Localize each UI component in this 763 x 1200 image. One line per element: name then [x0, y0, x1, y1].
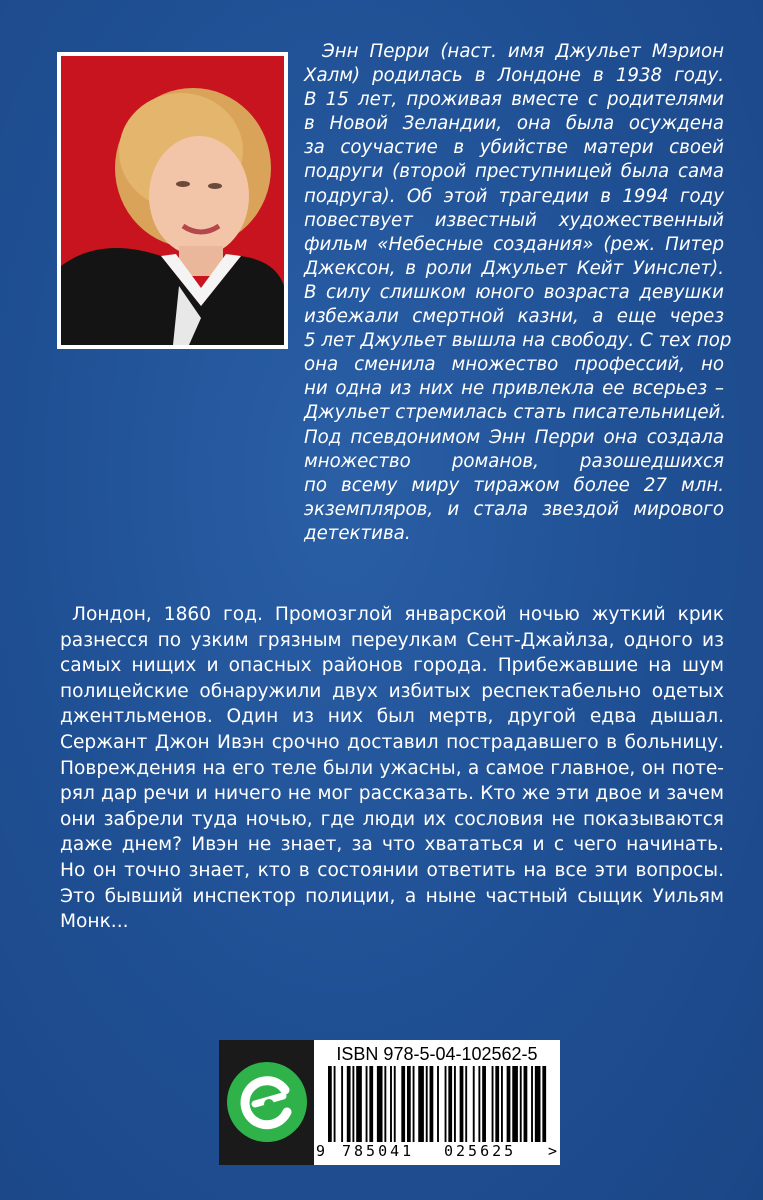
barcode-bar: [413, 1066, 415, 1142]
bio-line: по всему миру тиражом более 27 млн.: [304, 474, 724, 496]
bio-line: избежали смертной казни, а еще через: [304, 306, 724, 328]
barcode-bar: [460, 1066, 464, 1142]
barcode-bar: [401, 1066, 405, 1142]
barcode-bar: [535, 1066, 541, 1142]
barcode-bar: [492, 1066, 494, 1142]
synopsis-line: Лондон, 1860 год. Промозглой январской ночью жуткий крик: [72, 604, 724, 625]
synopsis-line: джентльменов. Один из них был мертв, другой едва дышал.: [60, 706, 724, 728]
barcode-bar: [356, 1066, 362, 1142]
barcode-bar: [531, 1066, 533, 1142]
bio-line: 5 лет Джульет вышла на свободу. С тех пор: [304, 330, 732, 352]
bio-line: фильм «Небесные создания» (реж. Питер: [304, 233, 724, 255]
barcode-bar: [426, 1066, 428, 1142]
barcode-bar: [352, 1066, 354, 1142]
barcode-quiet-mark: >: [548, 1142, 558, 1160]
publisher-logo-box: [219, 1040, 314, 1165]
barcode-bar: [473, 1066, 475, 1142]
barcode-bar: [366, 1066, 368, 1142]
bio-line: подруга). Об этой трагедии в 1994 году: [304, 185, 724, 207]
bio-line: ни одна из них не привлекла ее всерьез –: [304, 378, 724, 400]
bio-line: Халм) родилась в Лондоне в 1938 году.: [304, 65, 724, 87]
barcode-bar: [495, 1066, 499, 1142]
barcode-digit-left-group: 785041: [342, 1142, 415, 1160]
author-photo-frame: [57, 52, 288, 349]
barcode-bar: [390, 1066, 392, 1142]
synopsis-line: рял дар речи и ничего не мог рассказать. Кто же эти двое и зачем: [60, 783, 724, 805]
barcode-bar: [394, 1066, 396, 1142]
author-bio: [304, 40, 732, 546]
barcode-bar: [448, 1066, 452, 1142]
barcode-digit-lead: 9: [316, 1142, 326, 1160]
synopsis-line: Сержант Джон Ивэн срочно доставил пострадавшего в больницу.: [60, 731, 724, 753]
barcode-digit-right-group: 025625: [444, 1142, 517, 1160]
bio-line: повествует известный художественный: [304, 209, 724, 231]
barcode-bar: [445, 1066, 447, 1142]
bio-line: она сменила множество профессий, но: [304, 354, 724, 376]
bio-line: В силу слишком юного возраста девушки: [304, 281, 724, 303]
synopsis-line: Это бывший инспектор полиции, а ныне частный сыщик Уильям: [60, 885, 724, 907]
synopsis-line: даже днем? Ивэн не знает, за что хвататься и с чего начинать.: [60, 834, 724, 856]
synopsis-line: Но он точно знает, кто в состоянии ответить на все эти вопросы.: [60, 859, 724, 881]
barcode-bar: [524, 1066, 528, 1142]
synopsis-line: разнесся по узким грязным переулкам Сент-Джайлза, одного из: [60, 629, 724, 651]
synopsis-line: самых нищих и опасных районов города. Прибежавшие на шум: [60, 655, 724, 677]
barcode-bar: [465, 1066, 467, 1142]
barcode-bar: [520, 1066, 522, 1142]
bio-line: Энн Перри (наст. имя Джульет Мэрион: [322, 41, 724, 62]
bio-line: за соучастие в убийстве матери своей: [304, 137, 724, 159]
bio-line: Джексон, в роли Джульет Кейт Уинслет).: [304, 257, 724, 279]
synopsis-line: они забрели туда ночью, где люди их сословия не показываются: [60, 808, 724, 830]
synopsis-line: полицейские обнаружили двух избитых респектабельно одетых: [60, 680, 724, 702]
bio-line: детектива.: [304, 522, 411, 544]
barcode-bar: [542, 1066, 546, 1142]
barcode-bar: [437, 1066, 439, 1142]
bio-line: в Новой Зеландии, она была осуждена: [304, 113, 724, 135]
barcode-bars: [328, 1066, 548, 1142]
author-photo: [61, 56, 284, 345]
barcode-bar: [454, 1066, 456, 1142]
barcode-bar: [328, 1066, 332, 1142]
bio-line: экземпляров, и стала звездой мирового: [304, 498, 724, 520]
isbn-label: ISBN 978-5-04-102562-5: [336, 1044, 538, 1064]
barcode-bar: [341, 1066, 343, 1142]
barcode-bar: [347, 1066, 351, 1142]
barcode-bar: [334, 1066, 336, 1142]
barcode-bar: [369, 1066, 373, 1142]
bio-line: Джульет стремилась стать писательницей.: [304, 402, 727, 424]
barcode-bar: [501, 1066, 503, 1142]
barcode-bar: [507, 1066, 511, 1142]
bio-line: В 15 лет, проживая вместе с родителями: [304, 89, 724, 111]
barcode-bar: [384, 1066, 386, 1142]
synopsis-line: Монк...: [60, 911, 129, 933]
barcode-bar: [482, 1066, 486, 1142]
barcode-bar: [407, 1066, 411, 1142]
bio-line: множество романов, разошедшихся: [304, 450, 724, 472]
barcode-bar: [478, 1066, 480, 1142]
eksmo-logo-icon: [225, 1060, 309, 1144]
bio-line: подруги (второй преступницей была сама: [304, 161, 724, 183]
barcode-box: [314, 1040, 560, 1165]
barcode-bar: [418, 1066, 424, 1142]
bio-line: Под псевдонимом Энн Перри она создала: [304, 426, 724, 448]
synopsis-line: Повреждения на его теле были ужасны, а самое главное, он поте-: [60, 757, 724, 779]
barcode-bar: [512, 1066, 518, 1142]
barcode-bar: [430, 1066, 434, 1142]
book-synopsis: [60, 602, 724, 935]
barcode-bar: [377, 1066, 383, 1142]
barcode-digits: [314, 1142, 560, 1162]
